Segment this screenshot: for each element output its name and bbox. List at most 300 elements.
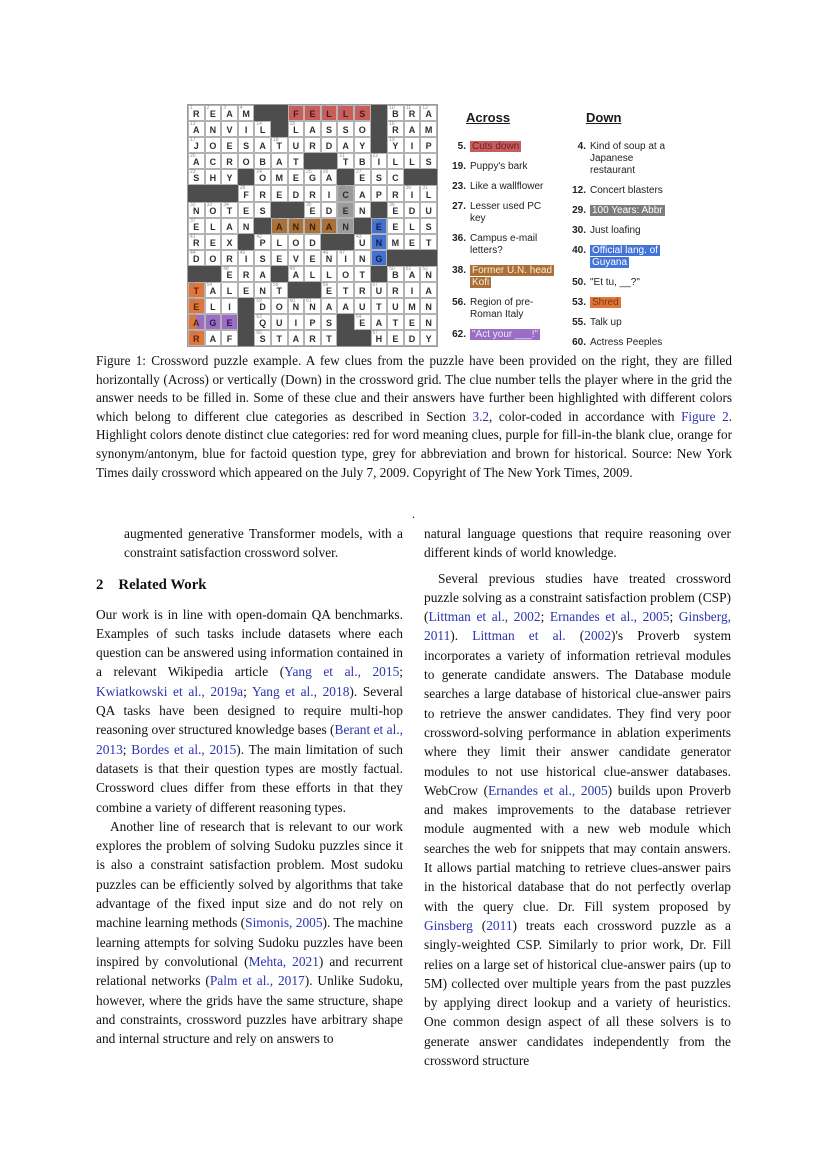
clue-item <box>570 337 670 349</box>
grid-cell <box>205 234 222 250</box>
cell-letter: A <box>193 318 200 329</box>
clue-text: Kind of soup at a Japanese restaurant <box>590 141 666 176</box>
text-segment: ; <box>540 609 550 625</box>
cell-letter: E <box>276 189 283 200</box>
text-segment: ) builds upon Proverb and makes improvements to the database retriever module augmented with a new web module which searches the web for snippets that may contain answers. It allows partial matching to retrieve clues-answer pairs in the historical database that do not perfectly overlap with the query clue. Dr. Fill system proposed by <box>424 782 731 914</box>
black-cell <box>371 137 388 153</box>
cell-number: 11 <box>405 105 411 111</box>
cell-letter: D <box>325 205 333 216</box>
grid-cell <box>420 105 437 121</box>
cell-letter: R <box>392 189 399 200</box>
grid-cell <box>321 250 338 266</box>
clue-number: 56. <box>452 297 466 308</box>
grid-cell <box>420 330 437 346</box>
cell-number: 2 <box>206 105 210 111</box>
cell-letter: A <box>226 109 233 120</box>
grid-cell <box>420 185 437 201</box>
cell-letter: G <box>375 253 383 264</box>
clue-number: 50. <box>572 277 586 288</box>
black-cell <box>337 314 354 330</box>
text-segment: ). The machine learning attempts for solving Sudoku puzzles have been inspired by convolutional ( <box>96 915 404 969</box>
citation-link[interactable]: Palm et al., 2017 <box>209 973 305 989</box>
cell-number: 32 <box>190 201 196 208</box>
grid-cell <box>387 137 404 153</box>
grid-cell <box>304 202 321 218</box>
cell-letter: D <box>309 237 316 248</box>
grid-cell <box>271 314 288 330</box>
grid-cell <box>337 202 354 218</box>
citation-link[interactable]: Ernandes et al., 2005 <box>488 782 608 798</box>
cell-letter: A <box>193 125 200 136</box>
grid-cell <box>288 298 305 314</box>
clue-text: Concert blasters <box>590 185 663 196</box>
grid-cell <box>321 105 338 121</box>
cell-number: 56 <box>322 282 329 289</box>
text-segment: . Highlight colors denote distinct clue categories: red for word meaning clues, purple for fill-in-the blank clue, orange for synonym/antonym, blue for factoid question type, grey for abbreviation and brown for historical. Source: New York Times daily crossword which appeared on the July 7, 2009. Copyright of The New York Times, 2009. <box>96 408 733 480</box>
cell-letter: G <box>209 318 217 329</box>
cell-number: 41 <box>190 233 196 240</box>
grid-cell <box>221 169 238 185</box>
cell-letter: C <box>209 157 217 168</box>
clue-text <box>590 205 670 217</box>
text-segment: ). Unlike Sudoku, however, where the grids have the same structure, shape and constraints, crossword puzzles have arbitrary shape and internal structure and rely on answers to <box>96 973 404 1047</box>
highlighted-clue-text: "Act your ___!" <box>472 329 539 340</box>
grid-cell <box>420 121 437 137</box>
cell-letter: I <box>244 253 248 264</box>
cell-letter: A <box>425 286 432 297</box>
cell-number: 30 <box>405 185 412 192</box>
grid-cell <box>254 137 271 153</box>
cell-letter: P <box>425 141 432 152</box>
cell-letter: A <box>209 334 217 345</box>
clue-number: 60. <box>572 337 586 348</box>
clue-item <box>450 181 554 193</box>
grid-cell <box>271 153 288 169</box>
cell-letter: L <box>326 109 332 120</box>
black-cell <box>371 105 388 121</box>
grid-cell <box>254 202 271 218</box>
cell-letter: V <box>292 253 299 264</box>
cell-letter: L <box>409 157 415 168</box>
grid-cell <box>337 250 354 266</box>
grid-cell <box>420 218 437 234</box>
clue-item <box>570 205 670 217</box>
grid-cell <box>254 298 271 314</box>
cell-letter: O <box>358 125 366 136</box>
cell-letter: Y <box>359 141 366 152</box>
cell-letter: M <box>424 125 433 136</box>
black-cell <box>337 169 354 185</box>
cell-letter: L <box>425 189 432 200</box>
grid-cell <box>205 105 222 121</box>
grid-cell <box>271 298 288 314</box>
cell-letter: O <box>342 270 350 281</box>
cell-number: 54 <box>206 282 213 289</box>
grid-cell <box>188 121 205 137</box>
cell-number: 20 <box>190 153 196 160</box>
cell-letter: A <box>325 173 333 184</box>
clue-text: "Et tu, __?" <box>590 277 640 288</box>
grid-cell <box>271 185 288 201</box>
cell-number: 14 <box>256 121 262 128</box>
cell-letter: A <box>276 221 283 232</box>
cell-letter: P <box>259 237 266 248</box>
cell-letter: M <box>391 237 400 248</box>
grid-cell <box>188 105 205 121</box>
citation-link[interactable]: Littman et al. <box>472 628 566 644</box>
cell-letter: C <box>392 173 399 184</box>
cell-number: 52 <box>422 265 428 272</box>
citation-link[interactable]: Yang et al., 2018 <box>251 683 350 699</box>
text-segment: ; <box>243 683 252 699</box>
grid-cell <box>337 185 354 201</box>
black-cell <box>304 153 321 169</box>
citation-link[interactable]: Mehta, 2021 <box>248 953 319 969</box>
grid-cell <box>205 153 222 169</box>
cell-letter: N <box>375 237 383 248</box>
cell-letter: L <box>210 221 216 232</box>
cell-letter: T <box>326 334 332 345</box>
grid-cell <box>321 314 338 330</box>
cell-number: 24 <box>256 169 262 176</box>
cell-number: 55 <box>272 282 279 289</box>
grid-cell <box>288 314 305 330</box>
black-cell <box>271 266 288 282</box>
cell-letter: D <box>408 334 416 345</box>
grid-cell <box>337 266 354 282</box>
clue-text <box>470 265 554 289</box>
cell-number: 34 <box>223 201 229 208</box>
cell-letter: D <box>292 189 300 200</box>
grid-cell <box>321 121 338 137</box>
cell-number: 19 <box>389 137 395 144</box>
cell-letter: H <box>209 173 217 184</box>
cell-letter: L <box>276 237 283 248</box>
cell-letter: R <box>358 286 366 297</box>
down-clues <box>570 110 670 349</box>
cell-letter: E <box>409 237 416 248</box>
cell-letter: E <box>359 318 366 329</box>
left-column <box>96 524 403 1048</box>
cell-letter: M <box>408 302 416 313</box>
cell-letter: Q <box>259 318 267 329</box>
cell-letter: R <box>193 237 200 248</box>
grid-cell <box>221 266 238 282</box>
text-segment: ( <box>472 917 487 933</box>
grid-cell <box>404 314 421 330</box>
grid-cell <box>337 153 354 169</box>
clue-number: 23. <box>452 181 466 192</box>
citation-link[interactable]: Ginsberg <box>424 917 473 933</box>
cell-number: 53 <box>190 282 196 289</box>
cell-letter: A <box>342 302 349 313</box>
clue-item <box>570 225 670 237</box>
cell-letter: O <box>242 157 250 168</box>
highlighted-clue-text: Former U.N. head Kofi <box>472 265 553 288</box>
citation-link[interactable]: Kwiatkowski et al., 2019a <box>96 683 244 699</box>
cell-letter: A <box>325 221 333 232</box>
cell-number: 46 <box>322 249 329 256</box>
citation-link[interactable]: Berant et al., 2013 <box>96 722 403 757</box>
grid-cell <box>304 185 321 201</box>
cell-letter: E <box>276 253 283 264</box>
black-cell <box>288 202 305 218</box>
cell-letter: I <box>410 141 414 152</box>
clue-text: Actress Peeples <box>590 337 663 348</box>
grid-cell <box>238 202 255 218</box>
clue-text <box>470 141 554 153</box>
grid-cell <box>254 234 271 250</box>
grid-cell <box>188 330 205 346</box>
cell-number: 36 <box>389 201 395 208</box>
clue-number: 27. <box>452 201 466 212</box>
grid-cell <box>304 105 321 121</box>
cell-number: 67 <box>372 330 379 337</box>
across-clues <box>450 110 554 349</box>
black-cell <box>205 185 222 201</box>
grid-cell <box>288 169 305 185</box>
cell-number: 43 <box>355 233 362 240</box>
cell-number: 66 <box>256 330 262 337</box>
text-segment: ; <box>399 664 403 680</box>
grid-cell <box>188 250 205 266</box>
cell-number: 35 <box>306 201 312 208</box>
clue-item <box>450 201 554 225</box>
cell-letter: I <box>228 302 231 313</box>
grid-cell <box>420 153 437 169</box>
grid-cell <box>288 218 305 234</box>
black-cell <box>271 202 288 218</box>
black-cell <box>238 314 255 330</box>
grid-cell <box>188 153 205 169</box>
cell-letter: E <box>309 253 316 264</box>
black-cell <box>321 153 338 169</box>
grid-cell <box>354 298 371 314</box>
cell-letter: E <box>292 173 299 184</box>
citation-link[interactable]: 3.2 <box>472 408 489 424</box>
cell-letter: R <box>392 125 399 136</box>
cell-letter: A <box>358 189 366 200</box>
cell-letter: T <box>276 286 283 297</box>
cell-letter: O <box>209 141 217 152</box>
grid-cell <box>205 169 222 185</box>
grid-cell <box>321 169 338 185</box>
clue-number: 12. <box>572 185 586 196</box>
cell-number: 26 <box>322 169 329 176</box>
black-cell <box>188 266 205 282</box>
cell-letter: A <box>193 157 200 168</box>
clue-number: 40. <box>572 245 586 256</box>
clue-text: Like a wallflower <box>470 181 544 192</box>
clue-item <box>570 297 670 309</box>
cell-letter: N <box>342 221 349 232</box>
cell-number: 33 <box>206 201 213 208</box>
black-cell <box>271 105 288 121</box>
cell-letter: R <box>392 286 399 297</box>
black-cell <box>420 250 437 266</box>
text-segment: ; <box>122 741 132 757</box>
grid-cell <box>371 282 388 298</box>
cell-letter: U <box>358 237 366 248</box>
grid-cell <box>420 202 437 218</box>
grid-cell <box>354 185 371 201</box>
clue-item <box>570 317 670 329</box>
cell-letter: S <box>342 125 349 136</box>
cell-letter: S <box>425 157 432 168</box>
grid-cell <box>271 250 288 266</box>
grid-cell <box>387 105 404 121</box>
grid-cell <box>371 185 388 201</box>
grid-cell <box>387 282 404 298</box>
cell-letter: C <box>342 189 349 200</box>
cell-letter: A <box>408 270 416 281</box>
grid-cell <box>205 314 222 330</box>
grid-cell <box>404 234 421 250</box>
cell-letter: X <box>226 237 233 248</box>
clue-number: 36. <box>452 233 466 244</box>
across-header: Across <box>466 110 511 125</box>
grid-cell <box>254 282 271 298</box>
clue-text <box>590 245 670 269</box>
grid-cell <box>404 105 421 121</box>
cell-letter: R <box>408 109 416 120</box>
cell-letter: R <box>309 334 316 345</box>
cell-number: 8 <box>339 105 343 111</box>
cell-number: 37 <box>190 217 196 224</box>
clue-item <box>570 245 670 269</box>
grid-cell <box>288 137 305 153</box>
cell-letter: U <box>292 141 300 152</box>
cell-letter: V <box>226 125 233 136</box>
grid-cell <box>354 121 371 137</box>
cell-number: 5 <box>289 105 293 111</box>
cell-number: 10 <box>389 105 395 111</box>
grid-cell <box>254 314 271 330</box>
cell-letter: L <box>309 270 316 281</box>
grid-cell <box>238 218 255 234</box>
cell-letter: B <box>259 157 266 168</box>
citation-link[interactable]: Ernandes et al., 2005 <box>549 609 670 625</box>
cell-letter: N <box>425 318 432 329</box>
cell-number: 59 <box>256 298 262 305</box>
cell-letter: I <box>377 157 381 168</box>
cell-number: 61 <box>306 298 312 305</box>
cell-letter: N <box>325 253 333 264</box>
cell-letter: N <box>425 270 432 281</box>
black-cell <box>321 234 338 250</box>
cell-letter: O <box>259 173 267 184</box>
clue-text: Lesser used PC key <box>470 201 542 224</box>
section-number: 2 <box>96 576 104 593</box>
cell-letter: E <box>342 205 349 216</box>
section-heading <box>96 577 403 594</box>
cell-number: 48 <box>223 265 229 272</box>
grid-cell <box>387 153 404 169</box>
cell-letter: I <box>294 318 298 329</box>
grid-cell <box>238 250 255 266</box>
grid-cell <box>221 153 238 169</box>
citation-link[interactable]: Ginsberg, 2011 <box>424 609 731 644</box>
black-cell <box>371 121 388 137</box>
cell-letter: R <box>309 189 316 200</box>
grid-cell <box>354 266 371 282</box>
cell-number: 42 <box>256 233 262 240</box>
citation-link[interactable]: Figure 2 <box>681 408 729 424</box>
grid-cell <box>254 250 271 266</box>
grid-cell <box>188 282 205 298</box>
clue-number: 53. <box>572 297 586 308</box>
grid-cell <box>205 121 222 137</box>
black-cell <box>371 266 388 282</box>
cell-letter: T <box>276 334 283 345</box>
grid-cell <box>371 218 388 234</box>
grid-cell <box>288 250 305 266</box>
black-cell <box>238 298 255 314</box>
citation-link[interactable]: Simonis, 2005 <box>245 915 323 931</box>
citation-link[interactable]: Littman et al., 2002 <box>428 609 541 625</box>
citation-link[interactable]: Bordes et al., 2015 <box>131 741 237 757</box>
grid-cell <box>371 330 388 346</box>
grid-cell <box>337 137 354 153</box>
citation-link[interactable]: 2011 <box>486 917 513 933</box>
cell-letter: Y <box>392 141 399 152</box>
cell-number: 17 <box>190 137 196 144</box>
grid-cell <box>420 298 437 314</box>
clue-number: 38. <box>452 265 466 276</box>
grid-cell <box>188 202 205 218</box>
cell-letter: L <box>392 157 399 168</box>
cell-letter: E <box>193 302 200 313</box>
cell-number: 45 <box>239 249 246 256</box>
black-cell <box>254 218 271 234</box>
cell-letter: F <box>243 189 249 200</box>
cell-letter: E <box>226 270 233 281</box>
cell-letter: S <box>359 109 366 120</box>
grid-cell <box>387 314 404 330</box>
highlighted-clue-text: 100 Years: Abbr <box>592 205 663 216</box>
black-cell <box>337 234 354 250</box>
cell-letter: Y <box>425 334 432 345</box>
cell-number: 63 <box>256 314 262 321</box>
citation-link[interactable]: Yang et al., 2015 <box>284 664 400 680</box>
cell-number: 50 <box>389 265 395 272</box>
citation-link[interactable]: 2002 <box>584 628 612 644</box>
grid-cell <box>221 298 238 314</box>
cell-number: 58 <box>190 298 196 305</box>
right-column <box>424 524 731 1070</box>
cell-letter: O <box>275 302 283 313</box>
cell-letter: U <box>276 318 283 329</box>
cell-number: 16 <box>389 121 395 128</box>
black-cell <box>205 266 222 282</box>
cell-number: 6 <box>306 105 309 111</box>
grid-cell <box>254 169 271 185</box>
clue-item <box>450 265 554 289</box>
cell-number: 25 <box>306 169 312 176</box>
grid-cell <box>354 137 371 153</box>
grid-cell <box>387 330 404 346</box>
cell-letter: L <box>210 302 216 313</box>
cell-letter: N <box>209 125 217 136</box>
cell-letter: U <box>358 302 366 313</box>
cell-letter: L <box>293 125 299 136</box>
grid-cell <box>188 234 205 250</box>
text-segment: Another line of research that is relevant to our work explores the problem of solving Sudoku puzzles since it is also a constraint satisfaction problem. Most sudoku puzzles can be efficiently solved by algorithms that take advantage of the fixed input size and do not rely on machine learning methods ( <box>96 818 403 931</box>
grid-cell <box>321 185 338 201</box>
cell-number: 27 <box>355 169 362 176</box>
cell-letter: E <box>359 173 366 184</box>
cell-letter: H <box>375 334 383 345</box>
